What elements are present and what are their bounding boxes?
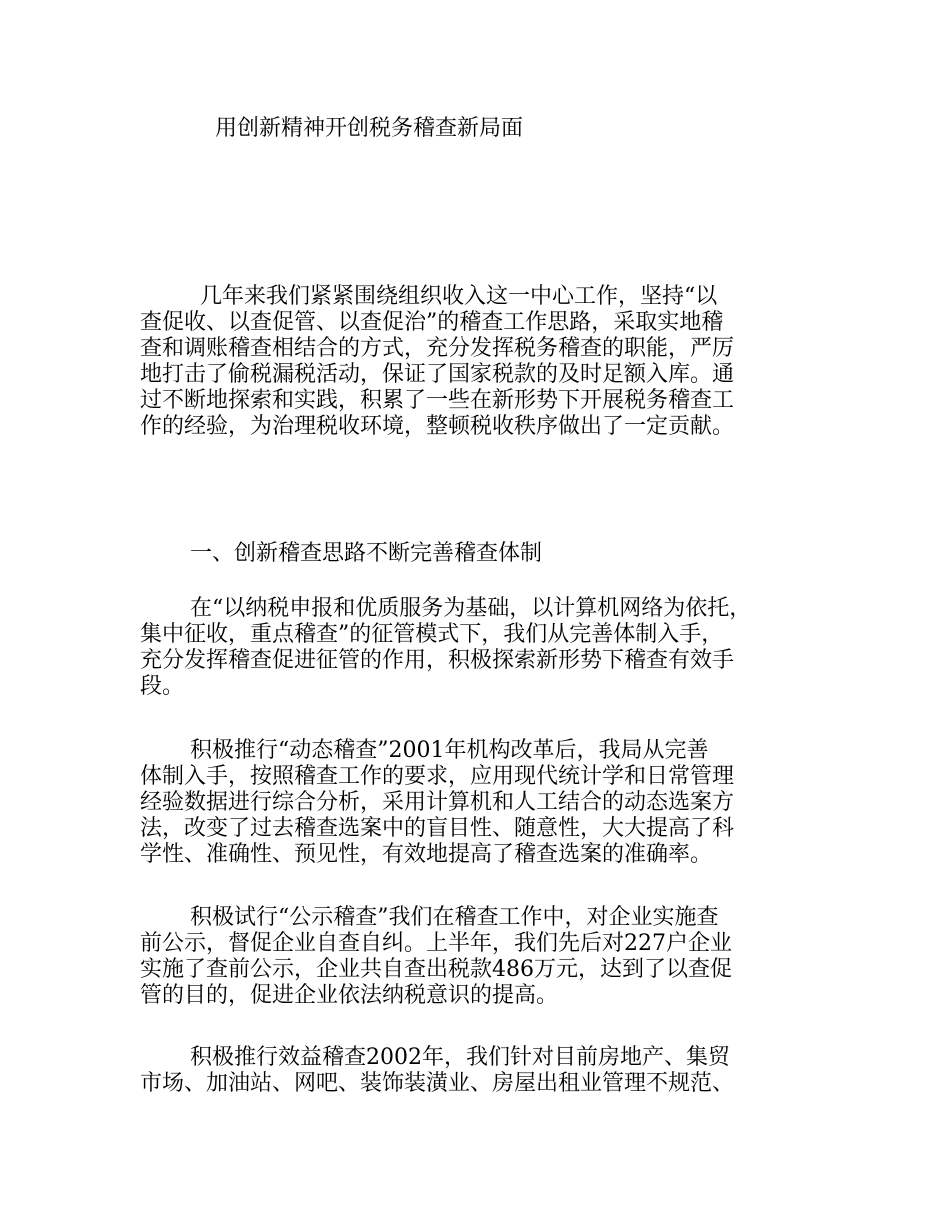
paragraph-line: 法，改变了过去稽查选案中的盲目性、随意性，大大提高了科	[140, 816, 735, 841]
paragraph-line: 段。	[140, 674, 185, 699]
paragraph-line: 实施了查前公示，企业共自查出税款486万元，达到了以查促	[140, 957, 732, 982]
section-paragraph	[140, 905, 840, 1009]
section-paragraph	[140, 596, 840, 700]
paragraph-line: 集中征收，重点稽查”的征管模式下，我们从完善体制入手，	[140, 622, 724, 647]
intro-line: 过不断地探索和实践，积累了一些在新形势下开展税务稽查工	[140, 388, 735, 413]
paragraph-line: 在“以纳税申报和优质服务为基础，以计算机网络为依托，	[190, 596, 752, 621]
paragraph-line: 积极试行“公示稽查”我们在稽查工作中，对企业实施查	[190, 905, 719, 930]
paragraph-line: 前公示，督促企业自查自纠。上半年，我们先后对227户企业	[140, 931, 732, 956]
paragraph-line: 学性、准确性、预见性，有效地提高了稽查选案的准确率。	[140, 842, 713, 867]
paragraph-line: 积极推行“动态稽查”2001年机构改革后，我局从完善	[190, 738, 709, 763]
document-title: 用创新精神开创税务稽查新局面	[215, 116, 524, 141]
section-paragraph	[140, 1045, 840, 1097]
paragraph-line: 充分发挥稽查促进征管的作用，积极探索新形势下稽查有效手	[140, 648, 735, 673]
section-paragraph	[140, 738, 840, 868]
paragraph-line: 管的目的，促进企业依法纳税意识的提高。	[140, 983, 559, 1008]
section-heading: 一、创新稽查思路不断完善稽查体制	[190, 541, 543, 566]
intro-line: 查促收、以查促管、以查促治”的稽查工作思路，采取实地稽	[140, 310, 724, 335]
paragraph-line: 体制入手，按照稽查工作的要求，应用现代统计学和日常管理	[140, 764, 735, 789]
paragraph-line: 经验数据进行综合分析，采用计算机和人工结合的动态选案方	[140, 790, 735, 815]
intro-line: 作的经验，为治理税收环境，整顿税收秩序做出了一定贡献。	[140, 414, 735, 439]
intro-line: 地打击了偷税漏税活动，保证了国家税款的及时足额入库。通	[140, 362, 735, 387]
paragraph-line: 市场、加油站、网吧、装饰装潢业、房屋出租业管理不规范、	[140, 1071, 735, 1096]
intro-line: 查和调账稽查相结合的方式，充分发挥税务稽查的职能，严厉	[140, 336, 735, 361]
intro-line: 几年来我们紧紧围绕组织收入这一中心工作，坚持“以	[200, 284, 718, 309]
paragraph-line: 积极推行效益稽查2002年，我们针对目前房地产、集贸	[190, 1045, 730, 1070]
intro-paragraph	[140, 284, 840, 440]
